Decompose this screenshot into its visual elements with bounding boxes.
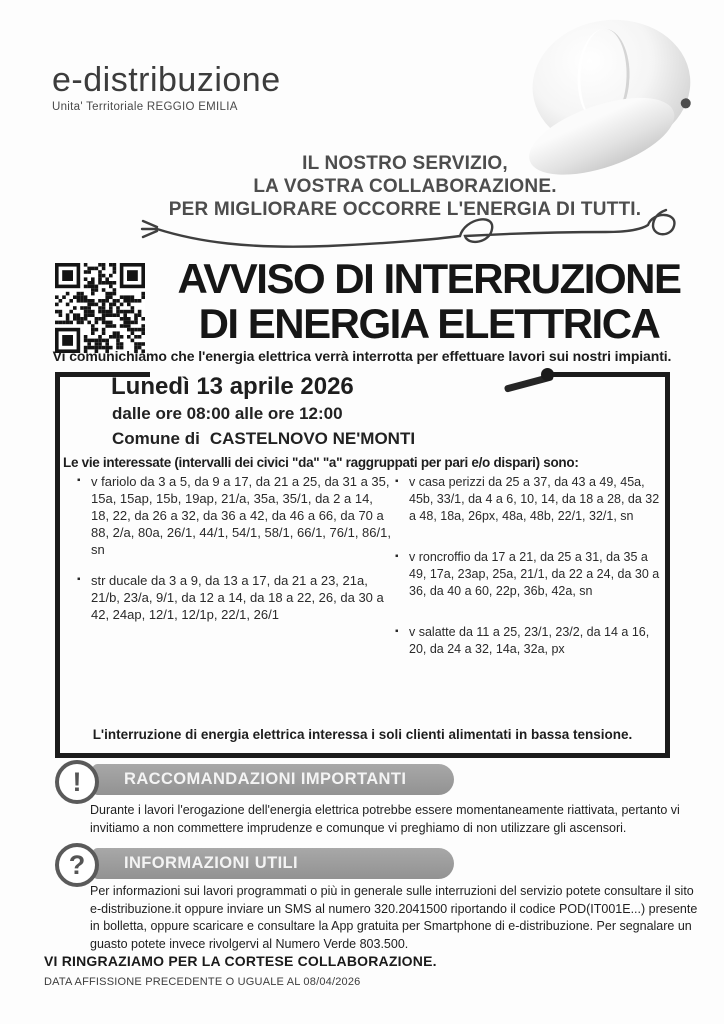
box-border-top-right (547, 372, 670, 377)
comune-label: Comune di (112, 429, 200, 448)
box-border-bottom (55, 753, 670, 758)
recommendations-banner: RACCOMANDAZIONI IMPORTANTI (92, 764, 454, 795)
qr-code (55, 263, 145, 353)
notice-title-line-1: AVVISO DI INTERRUZIONE (177, 255, 681, 302)
box-border-right (665, 372, 670, 758)
interruption-box (55, 372, 670, 758)
street-item: ▪ v roncroffio da 17 a 21, da 25 a 31, da 35 a 49, 17a, 23ap, 25a, 21/1, da 22 a 24, da 30 a 36, da 40 a 60, 22p, 36b, 42a, sn (409, 549, 665, 600)
interruption-date: Lunedì 13 aprile 2026 (111, 373, 354, 400)
notice-title-line-2: DI ENERGIA ELETTRICA (198, 300, 660, 347)
street-item: ▪ v fariolo da 3 a 5, da 9 a 17, da 21 a 25, da 31 a 35, 15a, 15ap, 15b, 19ap, 21/a, 35a, 35/1, da 2 a 14, 18, 22, da 26 a 32, da 36 a 42, da 46 a 66, da 70 a 88, 2/a, 80a, 26/1, 44/1, 54/1, 58/1, 66/1, 76/1, 86/1, sn (91, 473, 393, 558)
slogan-line-2: LA VOSTRA COLLABORAZIONE. (253, 176, 557, 197)
street-item: ▪ v casa perizzi da 25 a 37, da 43 a 49, 45a, 45b, 33/1, da 4 a 6, 10, 14, da 18 a 28, da 32 a 48, 18a, 26px, 48a, 48b, 22/1, 32/1, sn (409, 474, 665, 525)
exclamation-icon: ! (55, 760, 99, 804)
hard-hat-knob (680, 98, 691, 109)
interruption-comune (112, 429, 415, 449)
box-border-left (55, 372, 60, 758)
company-logo (52, 62, 281, 113)
street-item: ▪ v salatte da 11 a 25, 23/1, 23/2, da 14 a 16, 20, da 24 a 32, 14a, 32a, px (409, 624, 665, 658)
brand-name: e-distribuzione (52, 61, 281, 99)
streets-intro: Le vie interessate (intervalli dei civici "da" "a" raggruppati per pari e/o dispari) sono: (63, 455, 579, 470)
thanks-line: VI RINGRAZIAMO PER LA CORTESE COLLABORAZIONE. (44, 953, 437, 969)
street-item: ▪ str ducale da 3 a 9, da 13 a 17, da 21 a 23, 21a, 21/b, 23/a, 9/1, da 12 a 14, da 18 a 22, 26, da 30 a 42, 24ap, 12/1, 12/1p, 22/1, 26/1 (91, 572, 393, 623)
streets-column-left (91, 473, 393, 623)
question-mark-icon: ? (55, 843, 99, 887)
slogan-line-1: IL NOSTRO SERVIZIO, (302, 153, 508, 174)
marker-pen-tip-icon (541, 368, 554, 381)
slogan-line-3: PER MIGLIORARE OCCORRE L'ENERGIA DI TUTTI. (168, 199, 642, 220)
streets-column-right (409, 474, 665, 658)
info-body: Per informazioni sui lavori programmati o più in generale sulle interruzioni del servizio potete consultare il sito e-distribuzione.it oppure inviare un SMS al numero 320.2041500 riportando il codice POD(IT001E...) presente in bolletta, oppure scaricare e consultare la App gratuita per Smartphone di e-distribuzione. Per segnalare un guasto potete invece rivolgervi al Numero Verde 803.500. (90, 884, 698, 951)
low-voltage-note: L'interruzione di energia elettrica interessa i soli clienti alimentati in bassa tensione. (92, 727, 633, 742)
posting-date-line: DATA AFFISSIONE PRECEDENTE O UGUALE AL 08/04/2026 (44, 976, 361, 988)
interruption-time: dalle ore 08:00 alle ore 12:00 (112, 404, 343, 423)
plug-cord-squiggle-icon (138, 206, 683, 258)
notice-subtitle: Vi comunichiamo che l'energia elettrica verrà interrotta per effettuare lavori sui nostri impianti. (52, 348, 672, 364)
notice-title (146, 256, 712, 346)
recommendations-body: Durante i lavori l'erogazione dell'energia elettrica potrebbe essere momentaneamente riattivata, pertanto vi invitiamo a non commettere imprudenze e comunque vi preghiamo di non utilizzare gli ascensori. (90, 803, 680, 835)
territorial-unit: Unita' Territoriale REGGIO EMILIA (52, 101, 238, 113)
comune-name: CASTELNOVO NE'MONTI (209, 429, 416, 448)
info-banner: INFORMAZIONI UTILI (92, 848, 454, 879)
